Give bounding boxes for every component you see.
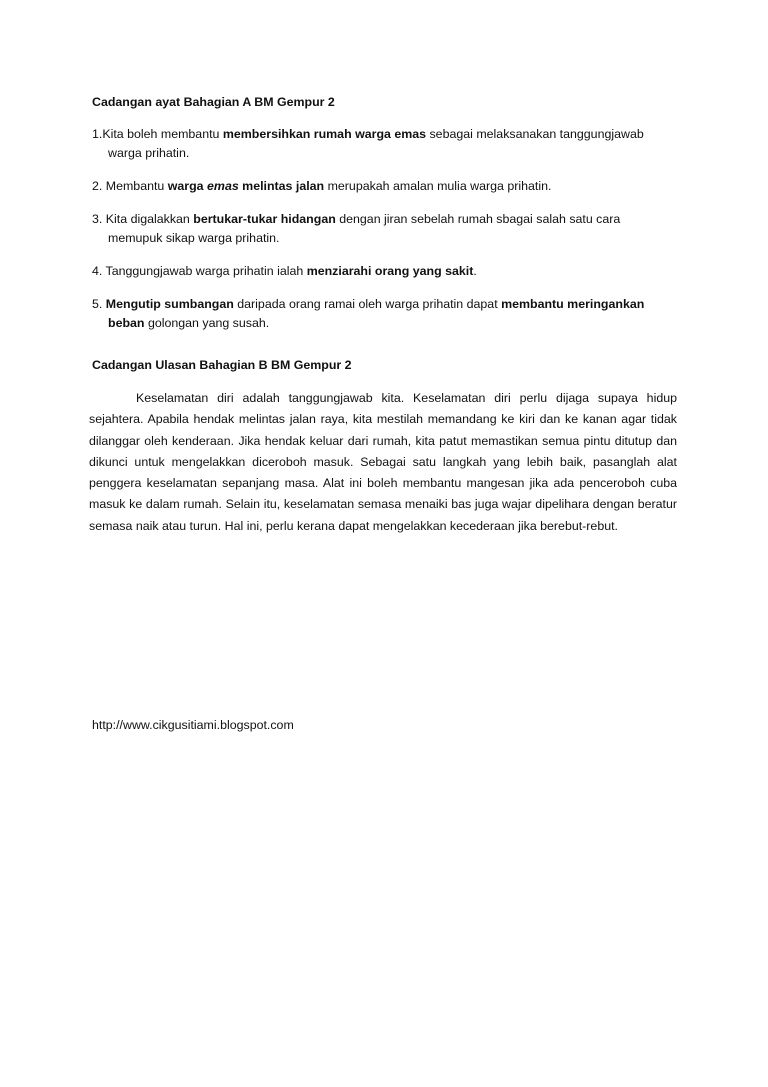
- sentence-keyphrase-italic: emas: [207, 179, 239, 193]
- sentence-text: golongan yang susah.: [144, 316, 270, 330]
- sentence-text: merupakah amalan mulia warga prihatin.: [324, 179, 552, 193]
- section-b-heading: Cadangan Ulasan Bahagian B BM Gempur 2: [92, 358, 352, 372]
- sentence-text: 1.Kita boleh membantu: [92, 127, 223, 141]
- sentence-keyphrase: membersihkan rumah warga emas: [222, 127, 427, 141]
- sentence-text: daripada orang ramai oleh warga prihatin dapat: [233, 297, 502, 311]
- source-url: http://www.cikgusitiami.blogspot.com: [92, 718, 294, 732]
- essay-paragraph: Keselamatan diri adalah tanggungjawab kita. Keselamatan diri perlu dijaga supaya hidup sejahtera. Apabila hendak melintas jalan raya, kita mestilah memandang ke kiri dan ke kanan agar tidak dilanggar oleh kenderaan. Jika hendak keluar dari rumah, kita patut memastikan semua pintu ditutup dan dikunci untuk mengelakkan diceroboh masuk. Sebagai satu langkah yang lebih baik, pasanglah alat penggera keselamatan sepanjang masa. Alat ini boleh membantu mangesan jika ada penceroboh cuba masuk ke dalam rumah. Selain itu, keselamatan semasa menaiki bas juga wajar dipelihara dengan beratur semasa naik atau turun. Hal ini, perlu kerana dapat mengelakkan kecederaan jika berebut-rebut.: [89, 391, 677, 533]
- sentence-item: [92, 295, 676, 333]
- sentence-keyphrase: Mengutip sumbangan: [105, 297, 234, 311]
- sentence-text: sebagai melaksanakan tanggungjawab warga prihatin.: [108, 127, 644, 160]
- sentence-keyphrase: membantu meringankan beban: [108, 297, 645, 330]
- sentence-text: 3. Kita digalakkan: [92, 212, 194, 226]
- sentence-item: [92, 125, 676, 163]
- sentence-keyphrase: warga: [167, 179, 208, 193]
- sentence-keyphrase: bertukar-tukar hidangan: [193, 212, 336, 226]
- sentence-text: 4. Tanggungjawab warga prihatin ialah: [92, 264, 307, 278]
- sentence-text: 2. Membantu: [92, 179, 168, 193]
- sentence-keyphrase: menziarahi orang yang sakit: [306, 264, 474, 278]
- sentence-text: .: [473, 264, 477, 278]
- sentence-keyphrase: melintas jalan: [238, 179, 325, 193]
- sentence-item: [92, 177, 676, 196]
- sentence-item: [92, 262, 676, 281]
- sentence-text: 5.: [92, 297, 106, 311]
- sentence-text: dengan jiran sebelah rumah sbagai salah satu cara memupuk sikap warga prihatin.: [108, 212, 621, 245]
- section-a-heading: Cadangan ayat Bahagian A BM Gempur 2: [92, 95, 335, 109]
- section-a-list: [92, 125, 676, 333]
- sentence-item: [92, 210, 676, 248]
- document-content: [89, 93, 677, 537]
